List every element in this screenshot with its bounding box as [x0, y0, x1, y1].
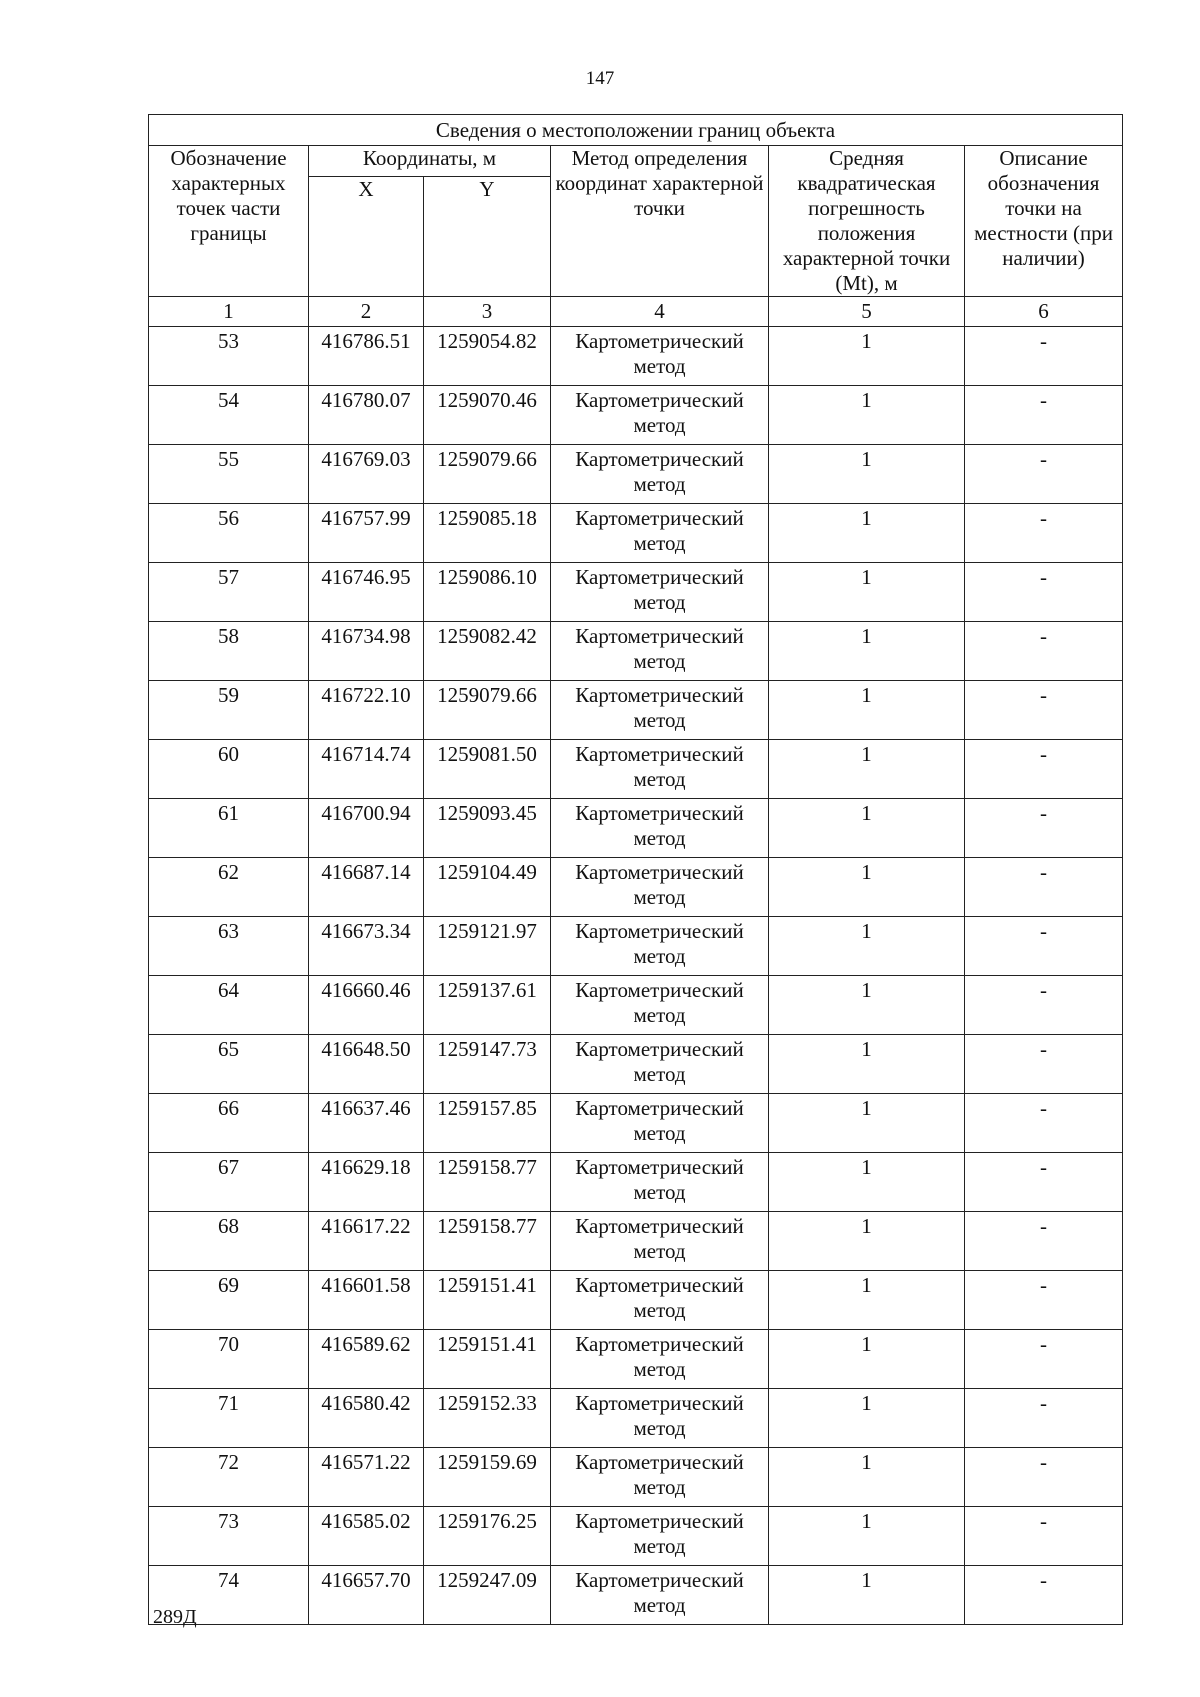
- x-coordinate-cell: 416585.02: [309, 1507, 424, 1566]
- x-coordinate-cell: 416571.22: [309, 1448, 424, 1507]
- description-cell: -: [965, 445, 1123, 504]
- table-row: [149, 504, 1123, 563]
- error-cell: 1: [769, 740, 965, 799]
- point-cell: 53: [149, 327, 309, 386]
- method-cell: Картометрический метод: [551, 327, 769, 386]
- description-cell: -: [965, 622, 1123, 681]
- y-coordinate-cell: 1259152.33: [424, 1389, 551, 1448]
- description-cell: -: [965, 386, 1123, 445]
- description-cell: -: [965, 917, 1123, 976]
- description-cell: -: [965, 858, 1123, 917]
- error-cell: 1: [769, 1212, 965, 1271]
- table-row: [149, 1389, 1123, 1448]
- boundary-coordinates-table: [148, 114, 1123, 1625]
- x-coordinate-cell: 416660.46: [309, 976, 424, 1035]
- x-coordinate-cell: 416601.58: [309, 1271, 424, 1330]
- table-row: [149, 1094, 1123, 1153]
- method-cell: Картометрический метод: [551, 858, 769, 917]
- point-cell: 69: [149, 1271, 309, 1330]
- table-row: [149, 1212, 1123, 1271]
- x-coordinate-cell: 416687.14: [309, 858, 424, 917]
- point-cell: 74: [149, 1566, 309, 1625]
- table-row: [149, 1507, 1123, 1566]
- description-cell: -: [965, 976, 1123, 1035]
- method-cell: Картометрический метод: [551, 1212, 769, 1271]
- x-coordinate-cell: 416589.62: [309, 1330, 424, 1389]
- error-cell: 1: [769, 622, 965, 681]
- column-number: 4: [551, 297, 769, 327]
- error-cell: 1: [769, 445, 965, 504]
- header-coordinates: Координаты, м: [309, 146, 551, 177]
- y-coordinate-cell: 1259158.77: [424, 1212, 551, 1271]
- point-cell: 67: [149, 1153, 309, 1212]
- error-cell: 1: [769, 1507, 965, 1566]
- page-number: 147: [585, 68, 615, 89]
- x-coordinate-cell: 416734.98: [309, 622, 424, 681]
- method-cell: Картометрический метод: [551, 386, 769, 445]
- error-cell: 1: [769, 799, 965, 858]
- header-y: Y: [424, 177, 551, 297]
- point-cell: 71: [149, 1389, 309, 1448]
- y-coordinate-cell: 1259158.77: [424, 1153, 551, 1212]
- point-cell: 73: [149, 1507, 309, 1566]
- table-row: [149, 386, 1123, 445]
- error-cell: 1: [769, 681, 965, 740]
- description-cell: -: [965, 504, 1123, 563]
- point-cell: 68: [149, 1212, 309, 1271]
- error-cell: 1: [769, 1566, 965, 1625]
- method-cell: Картометрический метод: [551, 681, 769, 740]
- table-row: [149, 1330, 1123, 1389]
- y-coordinate-cell: 1259070.46: [424, 386, 551, 445]
- x-coordinate-cell: 416580.42: [309, 1389, 424, 1448]
- column-number-row: [149, 297, 1123, 327]
- x-coordinate-cell: 416637.46: [309, 1094, 424, 1153]
- method-cell: Картометрический метод: [551, 504, 769, 563]
- description-cell: -: [965, 1212, 1123, 1271]
- header-x: X: [309, 177, 424, 297]
- header-method: Метод определения координат характерной точки: [551, 146, 769, 297]
- method-cell: Картометрический метод: [551, 1035, 769, 1094]
- description-cell: -: [965, 327, 1123, 386]
- point-cell: 55: [149, 445, 309, 504]
- table-row: [149, 858, 1123, 917]
- y-coordinate-cell: 1259176.25: [424, 1507, 551, 1566]
- point-cell: 59: [149, 681, 309, 740]
- method-cell: Картометрический метод: [551, 1330, 769, 1389]
- method-cell: Картометрический метод: [551, 976, 769, 1035]
- table-row: [149, 1448, 1123, 1507]
- y-coordinate-cell: 1259079.66: [424, 445, 551, 504]
- description-cell: -: [965, 1389, 1123, 1448]
- description-cell: -: [965, 1330, 1123, 1389]
- x-coordinate-cell: 416786.51: [309, 327, 424, 386]
- x-coordinate-cell: 416648.50: [309, 1035, 424, 1094]
- y-coordinate-cell: 1259081.50: [424, 740, 551, 799]
- y-coordinate-cell: 1259247.09: [424, 1566, 551, 1625]
- y-coordinate-cell: 1259079.66: [424, 681, 551, 740]
- description-cell: -: [965, 563, 1123, 622]
- y-coordinate-cell: 1259121.97: [424, 917, 551, 976]
- column-number: 6: [965, 297, 1123, 327]
- point-cell: 57: [149, 563, 309, 622]
- x-coordinate-cell: 416757.99: [309, 504, 424, 563]
- table-row: [149, 976, 1123, 1035]
- error-cell: 1: [769, 976, 965, 1035]
- point-cell: 56: [149, 504, 309, 563]
- y-coordinate-cell: 1259151.41: [424, 1330, 551, 1389]
- y-coordinate-cell: 1259104.49: [424, 858, 551, 917]
- table-row: [149, 1153, 1123, 1212]
- y-coordinate-cell: 1259151.41: [424, 1271, 551, 1330]
- header-point: Обозначение характерных точек части границы: [149, 146, 309, 297]
- column-number: 1: [149, 297, 309, 327]
- column-number: 3: [424, 297, 551, 327]
- error-cell: 1: [769, 504, 965, 563]
- y-coordinate-cell: 1259157.85: [424, 1094, 551, 1153]
- table-row: [149, 563, 1123, 622]
- y-coordinate-cell: 1259159.69: [424, 1448, 551, 1507]
- x-coordinate-cell: 416722.10: [309, 681, 424, 740]
- y-coordinate-cell: 1259085.18: [424, 504, 551, 563]
- error-cell: 1: [769, 1094, 965, 1153]
- table-row: [149, 1035, 1123, 1094]
- error-cell: 1: [769, 563, 965, 622]
- description-cell: -: [965, 1153, 1123, 1212]
- method-cell: Картометрический метод: [551, 799, 769, 858]
- method-cell: Картометрический метод: [551, 1448, 769, 1507]
- error-cell: 1: [769, 1448, 965, 1507]
- description-cell: -: [965, 1507, 1123, 1566]
- table-row: [149, 327, 1123, 386]
- table-row: [149, 1271, 1123, 1330]
- method-cell: Картометрический метод: [551, 917, 769, 976]
- method-cell: Картометрический метод: [551, 1271, 769, 1330]
- error-cell: 1: [769, 858, 965, 917]
- x-coordinate-cell: 416673.34: [309, 917, 424, 976]
- column-number: 2: [309, 297, 424, 327]
- description-cell: -: [965, 1566, 1123, 1625]
- table-row: [149, 799, 1123, 858]
- point-cell: 62: [149, 858, 309, 917]
- point-cell: 65: [149, 1035, 309, 1094]
- error-cell: 1: [769, 1330, 965, 1389]
- description-cell: -: [965, 1271, 1123, 1330]
- description-cell: -: [965, 740, 1123, 799]
- point-cell: 54: [149, 386, 309, 445]
- table-row: [149, 622, 1123, 681]
- point-cell: 70: [149, 1330, 309, 1389]
- point-cell: 61: [149, 799, 309, 858]
- table-row: [149, 1566, 1123, 1625]
- method-cell: Картометрический метод: [551, 622, 769, 681]
- point-cell: 66: [149, 1094, 309, 1153]
- x-coordinate-cell: 416780.07: [309, 386, 424, 445]
- y-coordinate-cell: 1259093.45: [424, 799, 551, 858]
- column-number: 5: [769, 297, 965, 327]
- error-cell: 1: [769, 917, 965, 976]
- description-cell: -: [965, 799, 1123, 858]
- method-cell: Картометрический метод: [551, 1094, 769, 1153]
- description-cell: -: [965, 1094, 1123, 1153]
- y-coordinate-cell: 1259086.10: [424, 563, 551, 622]
- x-coordinate-cell: 416746.95: [309, 563, 424, 622]
- description-cell: -: [965, 681, 1123, 740]
- method-cell: Картометрический метод: [551, 1507, 769, 1566]
- error-cell: 1: [769, 1389, 965, 1448]
- table-row: [149, 445, 1123, 504]
- x-coordinate-cell: 416769.03: [309, 445, 424, 504]
- description-cell: -: [965, 1035, 1123, 1094]
- method-cell: Картометрический метод: [551, 1153, 769, 1212]
- header-description: Описание обозначения точки на местности (при наличии): [965, 146, 1123, 297]
- table-row: [149, 681, 1123, 740]
- x-coordinate-cell: 416629.18: [309, 1153, 424, 1212]
- y-coordinate-cell: 1259054.82: [424, 327, 551, 386]
- error-cell: 1: [769, 327, 965, 386]
- x-coordinate-cell: 416657.70: [309, 1566, 424, 1625]
- point-cell: 64: [149, 976, 309, 1035]
- method-cell: Картометрический метод: [551, 1389, 769, 1448]
- method-cell: Картометрический метод: [551, 1566, 769, 1625]
- error-cell: 1: [769, 386, 965, 445]
- document-code: 289Д: [153, 1606, 197, 1628]
- point-cell: 72: [149, 1448, 309, 1507]
- method-cell: Картометрический метод: [551, 445, 769, 504]
- table-caption: Сведения о местоположении границ объекта: [149, 115, 1123, 146]
- point-cell: 58: [149, 622, 309, 681]
- y-coordinate-cell: 1259137.61: [424, 976, 551, 1035]
- header-error: Средняя квадратическая погрешность положения характерной точки (Mt), м: [769, 146, 965, 297]
- x-coordinate-cell: 416617.22: [309, 1212, 424, 1271]
- x-coordinate-cell: 416714.74: [309, 740, 424, 799]
- error-cell: 1: [769, 1271, 965, 1330]
- point-cell: 63: [149, 917, 309, 976]
- error-cell: 1: [769, 1035, 965, 1094]
- y-coordinate-cell: 1259147.73: [424, 1035, 551, 1094]
- x-coordinate-cell: 416700.94: [309, 799, 424, 858]
- error-cell: 1: [769, 1153, 965, 1212]
- table-row: [149, 917, 1123, 976]
- point-cell: 60: [149, 740, 309, 799]
- table-row: [149, 740, 1123, 799]
- y-coordinate-cell: 1259082.42: [424, 622, 551, 681]
- method-cell: Картометрический метод: [551, 563, 769, 622]
- method-cell: Картометрический метод: [551, 740, 769, 799]
- description-cell: -: [965, 1448, 1123, 1507]
